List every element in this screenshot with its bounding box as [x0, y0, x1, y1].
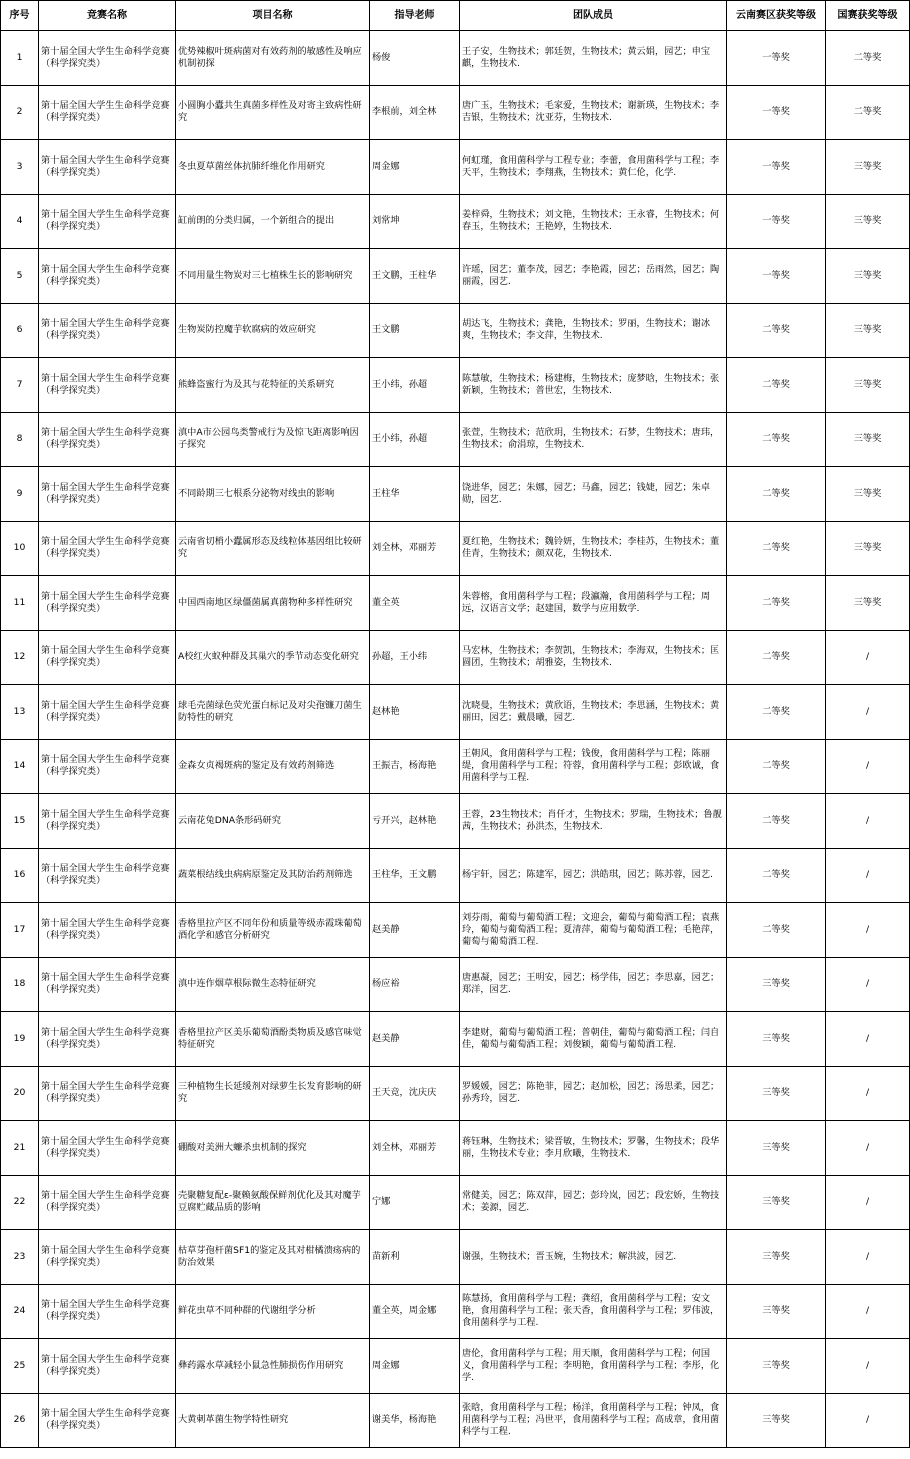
table-row	[1, 1012, 910, 1067]
yunnan-award: 三等奖	[727, 1175, 826, 1230]
row-no: 3	[1, 140, 39, 195]
national-award: 三等奖	[826, 303, 910, 358]
national-award: /	[826, 1121, 910, 1176]
national-award: /	[826, 903, 910, 958]
teacher: 孙超，王小纬	[370, 630, 460, 685]
table-row	[1, 85, 910, 140]
teacher: 王天竞，沈庆庆	[370, 1066, 460, 1121]
national-award: /	[826, 1175, 910, 1230]
team-members: 马宏林，生物技术；李贺凯，生物技术；李海双，生物技术；匡圆团，生物技术；胡雅姿，生物技术.	[460, 630, 727, 685]
competition-name: 第十届全国大学生生命科学竞赛（科学探究类）	[39, 467, 176, 522]
team-members: 唐广玉，生物技术；毛家爱，生物技术；谢新瑛，生物技术；李吉银，生物技术；沈亚芬，生物技术.	[460, 85, 727, 140]
row-no: 7	[1, 358, 39, 413]
row-no: 6	[1, 303, 39, 358]
competition-name: 第十届全国大学生生命科学竞赛（科学探究类）	[39, 903, 176, 958]
yunnan-award: 三等奖	[727, 1230, 826, 1285]
competition-name: 第十届全国大学生生命科学竞赛（科学探究类）	[39, 1230, 176, 1285]
team-members: 谢强，生物技术；晋玉婉，生物技术；解洪波，园艺.	[460, 1230, 727, 1285]
yunnan-award: 二等奖	[727, 630, 826, 685]
competition-name: 第十届全国大学生生命科学竞赛（科学探究类）	[39, 739, 176, 794]
yunnan-award: 二等奖	[727, 794, 826, 849]
yunnan-award: 二等奖	[727, 412, 826, 467]
competition-name: 第十届全国大学生生命科学竞赛（科学探究类）	[39, 194, 176, 249]
yunnan-award: 二等奖	[727, 358, 826, 413]
row-no: 25	[1, 1339, 39, 1394]
row-no: 15	[1, 794, 39, 849]
national-award: /	[826, 630, 910, 685]
table-row	[1, 521, 910, 576]
table-row	[1, 1339, 910, 1394]
team-members: 饶进华，园艺；朱娜，园艺；马鑫，园艺；钱婕，园艺；朱卓勋，园艺.	[460, 467, 727, 522]
competition-name: 第十届全国大学生生命科学竞赛（科学探究类）	[39, 1175, 176, 1230]
header-teacher: 指导老师	[370, 1, 460, 31]
table-row	[1, 1121, 910, 1176]
teacher: 董全英，周金娜	[370, 1284, 460, 1339]
row-no: 19	[1, 1012, 39, 1067]
row-no: 9	[1, 467, 39, 522]
table-row	[1, 140, 910, 195]
competition-name: 第十届全国大学生生命科学竞赛（科学探究类）	[39, 630, 176, 685]
teacher: 赵美静	[370, 903, 460, 958]
national-award: /	[826, 739, 910, 794]
national-award: 三等奖	[826, 194, 910, 249]
project-name: 缸前朗的分类归属，一个新组合的提出	[176, 194, 370, 249]
teacher: 王文鹏，王柱华	[370, 249, 460, 304]
teacher: 赵林艳	[370, 685, 460, 740]
competition-name: 第十届全国大学生生命科学竞赛（科学探究类）	[39, 358, 176, 413]
competition-name: 第十届全国大学生生命科学竞赛（科学探究类）	[39, 1339, 176, 1394]
competition-name: 第十届全国大学生生命科学竞赛（科学探究类）	[39, 957, 176, 1012]
national-award: 三等奖	[826, 576, 910, 631]
competition-name: 第十届全国大学生生命科学竞赛（科学探究类）	[39, 794, 176, 849]
project-name: A校红火蚁种群及其巢穴的季节动态变化研究	[176, 630, 370, 685]
teacher: 周金娜	[370, 1339, 460, 1394]
yunnan-award: 一等奖	[727, 249, 826, 304]
project-name: 冬虫夏草菌丝体抗肺纤维化作用研究	[176, 140, 370, 195]
teacher: 刘全林，邓丽芳	[370, 1121, 460, 1176]
competition-name: 第十届全国大学生生命科学竞赛（科学探究类）	[39, 1012, 176, 1067]
yunnan-award: 二等奖	[727, 685, 826, 740]
national-award: /	[826, 1012, 910, 1067]
table-row	[1, 1175, 910, 1230]
competition-name: 第十届全国大学生生命科学竞赛（科学探究类）	[39, 1121, 176, 1176]
table-row	[1, 685, 910, 740]
yunnan-award: 二等奖	[727, 848, 826, 903]
teacher: 王振吉，杨海艳	[370, 739, 460, 794]
competition-name: 第十届全国大学生生命科学竞赛（科学探究类）	[39, 31, 176, 86]
table-row	[1, 194, 910, 249]
national-award: /	[826, 957, 910, 1012]
teacher: 周金娜	[370, 140, 460, 195]
team-members: 常健美，园艺；陈双萍，园艺；彭玲岚，园艺；段宏娇，生物技术；姜源，园艺.	[460, 1175, 727, 1230]
project-name: 小圆胸小蠹共生真菌多样性及对寄主致病性研究	[176, 85, 370, 140]
teacher: 宁娜	[370, 1175, 460, 1230]
national-award: 三等奖	[826, 140, 910, 195]
team-members: 何虹瑾，食用菌科学与工程专业；李蕾，食用菌科学与工程；李天平，生物技术；李翔燕，生物技术；黄仁伦，化学.	[460, 140, 727, 195]
header-members: 团队成员	[460, 1, 727, 31]
teacher: 谢美华，杨海艳	[370, 1393, 460, 1448]
row-no: 16	[1, 848, 39, 903]
project-name: 香格里拉产区不同年份和质量等级赤霞珠葡萄酒化学和感官分析研究	[176, 903, 370, 958]
team-members: 夏红艳，生物技术；魏铃妍，生物技术；李桂苏，生物技术；董佳青，生物技术；颜双花，生物技术.	[460, 521, 727, 576]
table-row	[1, 903, 910, 958]
competition-name: 第十届全国大学生生命科学竞赛（科学探究类）	[39, 303, 176, 358]
row-no: 13	[1, 685, 39, 740]
project-name: 枯草芽孢杆菌SF1的鉴定及其对柑橘溃疡病的防治效果	[176, 1230, 370, 1285]
table-row	[1, 303, 910, 358]
table-row	[1, 1284, 910, 1339]
row-no: 1	[1, 31, 39, 86]
header-row	[1, 1, 910, 31]
yunnan-award: 三等奖	[727, 1012, 826, 1067]
table-row	[1, 848, 910, 903]
competition-name: 第十届全国大学生生命科学竞赛（科学探究类）	[39, 1066, 176, 1121]
teacher: 王柱华，王文鹏	[370, 848, 460, 903]
table-row	[1, 794, 910, 849]
national-award: /	[826, 1393, 910, 1448]
competition-name: 第十届全国大学生生命科学竞赛（科学探究类）	[39, 848, 176, 903]
team-members: 唐伦，食用菌科学与工程；用天顺，食用菌科学与工程；何国义，食用菌科学与工程；李明艳，食用菌科学与工程；李彤，化学.	[460, 1339, 727, 1394]
national-award: /	[826, 794, 910, 849]
teacher: 杨应裕	[370, 957, 460, 1012]
competition-name: 第十届全国大学生生命科学竞赛（科学探究类）	[39, 521, 176, 576]
national-award: 三等奖	[826, 358, 910, 413]
team-members: 蒋钰琳，生物技术；梁晋敏，生物技术；罗馨，生物技术；段华丽，生物技术专业；李月欣曦，生物技术.	[460, 1121, 727, 1176]
row-no: 14	[1, 739, 39, 794]
teacher: 李根前，刘全林	[370, 85, 460, 140]
teacher: 赵美静	[370, 1012, 460, 1067]
row-no: 10	[1, 521, 39, 576]
competition-name: 第十届全国大学生生命科学竞赛（科学探究类）	[39, 576, 176, 631]
competition-name: 第十届全国大学生生命科学竞赛（科学探究类）	[39, 412, 176, 467]
yunnan-award: 二等奖	[727, 521, 826, 576]
table-row	[1, 412, 910, 467]
yunnan-award: 三等奖	[727, 1284, 826, 1339]
table-row	[1, 31, 910, 86]
yunnan-award: 三等奖	[727, 1339, 826, 1394]
project-name: 生物炭防控魔芋软腐病的效应研究	[176, 303, 370, 358]
national-award: 三等奖	[826, 249, 910, 304]
teacher: 董全英	[370, 576, 460, 631]
row-no: 21	[1, 1121, 39, 1176]
teacher: 王小纬，孙超	[370, 358, 460, 413]
row-no: 24	[1, 1284, 39, 1339]
yunnan-award: 三等奖	[727, 1066, 826, 1121]
competition-name: 第十届全国大学生生命科学竞赛（科学探究类）	[39, 140, 176, 195]
teacher: 王柱华	[370, 467, 460, 522]
team-members: 许瑶，园艺；董李茂，园艺；李艳霞，园艺；岳雨然，园艺；陶丽霞，园艺.	[460, 249, 727, 304]
yunnan-award: 二等奖	[727, 303, 826, 358]
project-name: 中国西南地区绿僵菌属真菌物种多样性研究	[176, 576, 370, 631]
row-no: 23	[1, 1230, 39, 1285]
team-members: 朱蓉榕，食用菌科学与工程；段瀛瀚，食用菌科学与工程；周远，汉语言文学；赵建国，数学与应用数学.	[460, 576, 727, 631]
table-row	[1, 1230, 910, 1285]
table-row	[1, 1393, 910, 1448]
project-name: 三种植物生长延缓剂对绿萝生长发育影响的研究	[176, 1066, 370, 1121]
yunnan-award: 三等奖	[727, 1121, 826, 1176]
national-award: /	[826, 1066, 910, 1121]
competition-name: 第十届全国大学生生命科学竞赛（科学探究类）	[39, 249, 176, 304]
row-no: 11	[1, 576, 39, 631]
national-award: 三等奖	[826, 521, 910, 576]
team-members: 王子安，生物技术；郭廷贺，生物技术；黄云娟，园艺；申宝麒，生物技术.	[460, 31, 727, 86]
competition-name: 第十届全国大学生生命科学竞赛（科学探究类）	[39, 685, 176, 740]
yunnan-award: 二等奖	[727, 576, 826, 631]
national-award: /	[826, 685, 910, 740]
team-members: 罗媛媛，园艺；陈艳菲，园艺；赵加松，园艺；汤思柔，园艺；孙秀玲，园艺.	[460, 1066, 727, 1121]
project-name: 彝药露水草减轻小鼠急性肺损伤作用研究	[176, 1339, 370, 1394]
row-no: 18	[1, 957, 39, 1012]
row-no: 17	[1, 903, 39, 958]
header-no: 序号	[1, 1, 39, 31]
national-award: 二等奖	[826, 85, 910, 140]
row-no: 5	[1, 249, 39, 304]
header-national-award: 国赛获奖等级	[826, 1, 910, 31]
competition-name: 第十届全国大学生生命科学竞赛（科学探究类）	[39, 1393, 176, 1448]
table-row	[1, 739, 910, 794]
team-members: 李建财，葡萄与葡萄酒工程；普朝佳，葡萄与葡萄酒工程；闫自佳，葡萄与葡萄酒工程；刘俊颖，葡萄与葡萄酒工程.	[460, 1012, 727, 1067]
team-members: 张萱，生物技术；范欣玥，生物技术；石梦，生物技术；唐玮，生物技术；俞涓琼，生物技术.	[460, 412, 727, 467]
teacher: 苗新利	[370, 1230, 460, 1285]
yunnan-award: 二等奖	[727, 467, 826, 522]
project-name: 鲜花虫草不同种群的代谢组学分析	[176, 1284, 370, 1339]
project-name: 不同用量生物炭对三七植株生长的影响研究	[176, 249, 370, 304]
project-name: 优势辣椒叶斑病菌对有效药剂的敏感性及响应机制初探	[176, 31, 370, 86]
competition-name: 第十届全国大学生生命科学竞赛（科学探究类）	[39, 1284, 176, 1339]
teacher: 亏开兴，赵林艳	[370, 794, 460, 849]
team-members: 沈晓曼，生物技术；黄欣语，生物技术；李思涵，生物技术；黄丽田，园艺；戴晨曦，园艺.	[460, 685, 727, 740]
yunnan-award: 一等奖	[727, 140, 826, 195]
team-members: 唐惠凝，园艺；王明安，园艺；杨学伟，园艺；李思嘉，园艺；郑洋，园艺.	[460, 957, 727, 1012]
project-name: 硼酸对美洲大蠊杀虫机制的探究	[176, 1121, 370, 1176]
team-members: 胡达飞，生物技术；龚艳，生物技术；罗丽，生物技术；谢冰爽，生物技术；李文萍，生物技术.	[460, 303, 727, 358]
team-members: 王蓉，23生物技术；肖仟才，生物技术；罗瑞，生物技术；鲁靓茜，生物技术；孙洪杰，生物技术.	[460, 794, 727, 849]
team-members: 姜梓舜，生物技术；刘文艳，生物技术；王永睿，生物技术；何春玉，生物技术；王艳婷，生物技术.	[460, 194, 727, 249]
team-members: 杨宇轩，园艺；陈建军，园艺；洪皓琪，园艺；陈苏蓉，园艺.	[460, 848, 727, 903]
header-project: 项目名称	[176, 1, 370, 31]
teacher: 刘全林，邓丽芳	[370, 521, 460, 576]
yunnan-award: 一等奖	[727, 85, 826, 140]
project-name: 金森女贞褐斑病的鉴定及有效药剂筛选	[176, 739, 370, 794]
table-row	[1, 576, 910, 631]
yunnan-award: 二等奖	[727, 739, 826, 794]
row-no: 12	[1, 630, 39, 685]
project-name: 不同龄期三七根系分泌物对线虫的影响	[176, 467, 370, 522]
project-name: 云南省切梢小蠹属形态及线粒体基因组比较研究	[176, 521, 370, 576]
header-competition: 竞赛名称	[39, 1, 176, 31]
teacher: 王文鹏	[370, 303, 460, 358]
project-name: 云南花兔DNA条形码研究	[176, 794, 370, 849]
row-no: 4	[1, 194, 39, 249]
table-row	[1, 1066, 910, 1121]
yunnan-award: 一等奖	[727, 194, 826, 249]
teacher: 刘常坤	[370, 194, 460, 249]
row-no: 26	[1, 1393, 39, 1448]
table-row	[1, 467, 910, 522]
header-yunnan-award: 云南赛区获奖等级	[727, 1, 826, 31]
table-body	[1, 31, 910, 1448]
national-award: 三等奖	[826, 467, 910, 522]
yunnan-award: 三等奖	[727, 1393, 826, 1448]
project-name: 滇中连作烟草根际微生态特征研究	[176, 957, 370, 1012]
national-award: /	[826, 1339, 910, 1394]
teacher: 杨俊	[370, 31, 460, 86]
national-award: 三等奖	[826, 412, 910, 467]
project-name: 熊蜂盗蜜行为及其与花特征的关系研究	[176, 358, 370, 413]
row-no: 2	[1, 85, 39, 140]
project-name: 蔬菜根结线虫病病原鉴定及其防治药剂筛选	[176, 848, 370, 903]
national-award: 二等奖	[826, 31, 910, 86]
table-row	[1, 249, 910, 304]
national-award: /	[826, 848, 910, 903]
competition-name: 第十届全国大学生生命科学竞赛（科学探究类）	[39, 85, 176, 140]
yunnan-award: 三等奖	[727, 957, 826, 1012]
team-members: 陈慧扬，食用菌科学与工程；龚绍，食用菌科学与工程；安文艳，食用菌科学与工程；张天香，食用菌科学与工程；罗伟波，食用菌科学与工程.	[460, 1284, 727, 1339]
table-row	[1, 957, 910, 1012]
team-members: 王朝风，食用菌科学与工程；钱俊，食用菌科学与工程；陈丽缇，食用菌科学与工程；符蓉，食用菌科学与工程；彭欧诚，食用菌科学与工程.	[460, 739, 727, 794]
national-award: /	[826, 1230, 910, 1285]
row-no: 20	[1, 1066, 39, 1121]
team-members: 张晗，食用菌科学与工程；杨洋，食用菌科学与工程；钟凤，食用菌科学与工程；冯世平，食用菌科学与工程；高成章，食用菌科学与工程.	[460, 1393, 727, 1448]
teacher: 王小纬，孙超	[370, 412, 460, 467]
yunnan-award: 二等奖	[727, 903, 826, 958]
table-row	[1, 358, 910, 413]
project-name: 大黄刺革菌生物学特性研究	[176, 1393, 370, 1448]
table-row	[1, 630, 910, 685]
row-no: 8	[1, 412, 39, 467]
team-members: 陈慧敏，生物技术；杨建梅，生物技术；庞梦晗，生物技术；张新颖，生物技术；普世宏，生物技术.	[460, 358, 727, 413]
project-name: 香格里拉产区美乐葡萄酒酚类物质及感官味觉特征研究	[176, 1012, 370, 1067]
project-name: 滇中A市公园鸟类警戒行为及惊飞距离影响因子探究	[176, 412, 370, 467]
project-name: 球毛壳菌绿色荧光蛋白标记及对尖孢镰刀菌生防特性的研究	[176, 685, 370, 740]
national-award: /	[826, 1284, 910, 1339]
yunnan-award: 一等奖	[727, 31, 826, 86]
project-name: 壳聚糖复配ε-聚赖氨酸保鲜剂优化及其对魔芋豆腐贮藏品质的影响	[176, 1175, 370, 1230]
row-no: 22	[1, 1175, 39, 1230]
team-members: 刘芬雨，葡萄与葡萄酒工程；文迎会，葡萄与葡萄酒工程；袁燕玲，葡萄与葡萄酒工程；夏清萍，葡萄与葡萄酒工程；毛艳萍，葡萄与葡萄酒工程.	[460, 903, 727, 958]
